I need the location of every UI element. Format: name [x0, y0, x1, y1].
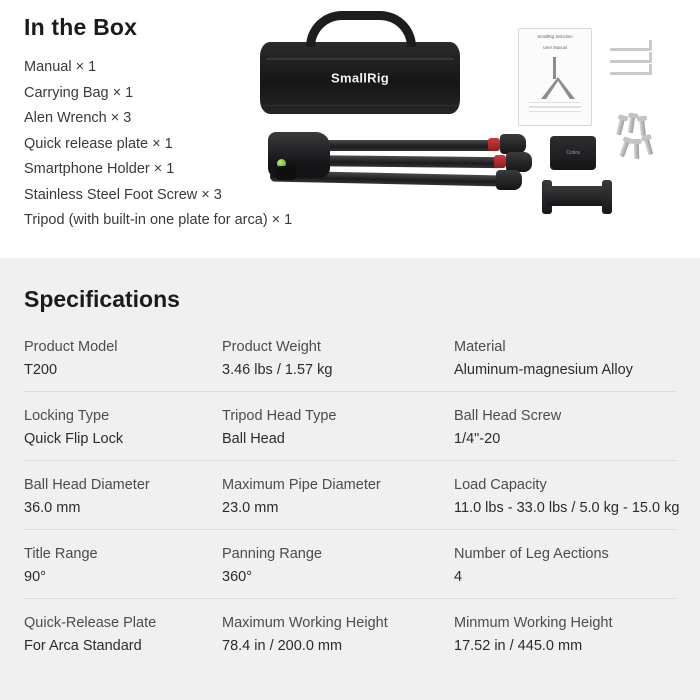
spec-label: Tripod Head Type	[222, 408, 337, 424]
spec-value: Quick Flip Lock	[24, 431, 124, 447]
list-item: Tripod (with built-in one plate for arca) × 1	[24, 212, 293, 228]
spec-label: Quick-Release Plate	[24, 615, 157, 631]
plate-brand-label: Cobra	[566, 150, 580, 156]
spec-label: Panning Range	[222, 546, 322, 562]
spec-cell	[24, 475, 222, 519]
allen-wrench-icon	[610, 48, 652, 51]
in-the-box-title: In the Box	[24, 14, 138, 40]
foot-screw-icon	[619, 140, 630, 158]
holder-arm	[602, 180, 612, 214]
in-the-box-section	[0, 0, 700, 258]
foot-screws-group	[618, 116, 678, 176]
spec-label: Maximum Pipe Diameter	[222, 477, 381, 493]
manual-text-lines	[529, 102, 581, 116]
bag-zipper	[266, 58, 454, 60]
manual-brand-line: SmallRig Selection	[537, 34, 573, 39]
ball-head-knob	[276, 166, 296, 180]
spec-cell	[454, 475, 680, 519]
spec-label: Material	[454, 339, 506, 355]
tripod-image	[250, 126, 530, 206]
leg-lock-ring	[494, 155, 506, 168]
list-item: Carrying Bag × 1	[24, 84, 134, 101]
holder-body	[546, 186, 606, 206]
spec-value: 23.0 mm	[222, 500, 279, 516]
spec-row	[24, 333, 676, 391]
spec-row	[24, 598, 676, 667]
list-item: Smartphone Holder × 1	[24, 161, 175, 177]
foot-screw-icon	[644, 138, 653, 156]
spec-value: 3.46 lbs / 1.57 kg	[222, 362, 333, 378]
spec-value: 1/4"-20	[454, 431, 501, 447]
spec-value: 78.4 in / 200.0 mm	[222, 638, 343, 654]
manual-subtitle: User Manual	[543, 45, 567, 50]
spec-cell	[222, 475, 454, 519]
allen-wrench-icon	[610, 60, 652, 63]
list-item: Alen Wrench × 3	[24, 110, 132, 126]
spec-label: Number of Leg Aections	[454, 546, 609, 562]
spec-label: Load Capacity	[454, 477, 547, 493]
tripod-foot	[500, 134, 526, 154]
spec-label: Minmum Working Height	[454, 615, 613, 631]
spec-value: Ball Head	[222, 431, 285, 447]
spec-row	[24, 391, 676, 460]
allen-wrench-icon	[610, 72, 652, 75]
spec-value: Aluminum-magnesium Alloy	[454, 362, 633, 378]
spec-label: Product Weight	[222, 339, 321, 355]
specifications-section	[0, 258, 700, 700]
ball-head	[268, 132, 330, 178]
spec-value: 36.0 mm	[24, 500, 81, 516]
quick-release-plate-image	[550, 136, 596, 170]
foot-screw-icon	[628, 116, 635, 134]
spec-cell	[222, 406, 454, 450]
spec-value: T200	[24, 362, 58, 378]
tripod-foot	[506, 152, 532, 172]
spec-cell	[454, 544, 676, 588]
carrying-bag-image	[260, 42, 460, 114]
manual-tripod-illustration	[535, 55, 575, 101]
spec-value: For Arca Standard	[24, 638, 142, 654]
leg-lock-ring	[488, 138, 500, 151]
spec-label: Locking Type	[24, 408, 110, 424]
spec-label: Product Model	[24, 339, 118, 355]
product-photo-group	[250, 8, 690, 223]
list-item: Quick release plate × 1	[24, 135, 173, 152]
list-item: Manual × 1	[24, 59, 97, 75]
spec-row	[24, 460, 680, 529]
spec-cell	[222, 337, 454, 381]
spec-row	[24, 529, 676, 598]
spec-cell	[222, 613, 454, 657]
spec-cell	[24, 613, 222, 657]
spec-cell	[24, 406, 222, 450]
spec-cell	[24, 337, 222, 381]
foot-screw-icon	[616, 118, 625, 136]
spec-cell	[24, 544, 222, 588]
user-manual-image	[518, 28, 592, 126]
spec-value: 11.0 lbs - 33.0 lbs / 5.0 kg - 15.0 kg	[454, 500, 680, 516]
spec-value: 4	[454, 569, 463, 585]
foot-screw-icon	[634, 142, 640, 159]
spec-cell	[454, 337, 676, 381]
bag-handle	[306, 11, 416, 47]
spec-label: Maximum Working Height	[222, 615, 388, 631]
foot-screw-icon	[639, 119, 646, 136]
spec-label: Ball Head Diameter	[24, 477, 150, 493]
spec-value: 90°	[24, 569, 46, 585]
tripod-foot	[496, 170, 522, 190]
specifications-title: Specifications	[24, 286, 180, 312]
spec-label: Title Range	[24, 546, 98, 562]
smartphone-holder-image	[540, 176, 614, 218]
bag-brand-logo: SmallRig	[330, 70, 390, 86]
spec-value: 360°	[222, 569, 252, 585]
spec-cell	[454, 613, 676, 657]
spec-cell	[454, 406, 676, 450]
spec-value: 17.52 in / 445.0 mm	[454, 638, 583, 654]
spec-label: Ball Head Screw	[454, 408, 562, 424]
list-item: Stainless Steel Foot Screw × 3	[24, 186, 222, 203]
spec-cell	[222, 544, 454, 588]
